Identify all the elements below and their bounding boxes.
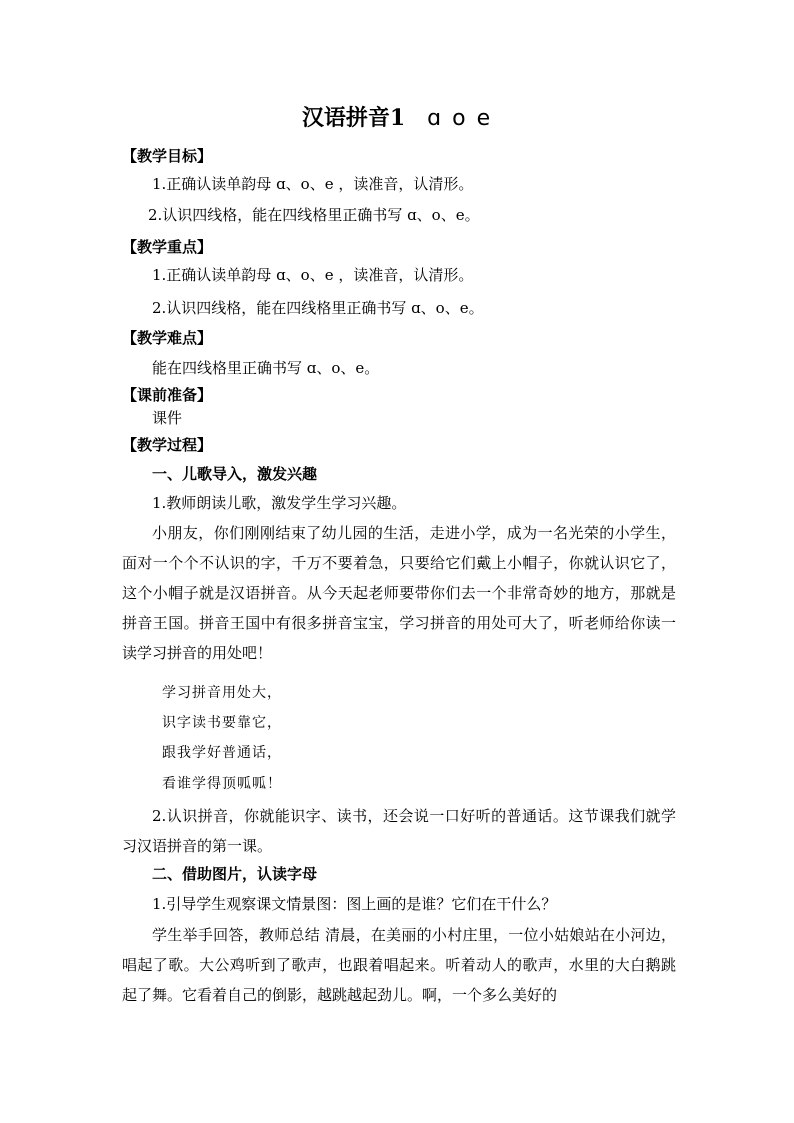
key-point-item-2: 2.认识四线格，能在四线格里正确书写 ɑ、o、e。 (152, 299, 484, 317)
section-2-paragraph: 学生举手回答，教师总结 清晨，在美丽的小村庄里，一位小姑娘站在小河边，唱起了歌。大公鸡听到了歌声，也跟着唱起来。听着动人的歌声，水里的大白鹅跳起了舞。它看着自己的倒影，越跳越起劲儿。啊，一个多么美好的 (122, 926, 676, 1004)
key-points-heading: 【教学重点】 (122, 238, 213, 256)
difficulty-item-1: 能在四线格里正确书写 ɑ、o、e。 (152, 359, 380, 377)
objective-item-2: 2.认识四线格，能在四线格里正确书写 ɑ、o、e。 (148, 206, 480, 224)
poem-line-4: 看谁学得顶呱呱！ (162, 776, 282, 792)
preparation-item-1: 课件 (152, 409, 183, 427)
poem-line-1: 学习拼音用处大， (162, 685, 282, 701)
title-pinyin: ɑ o e (427, 106, 493, 131)
difficulties-heading: 【教学难点】 (122, 329, 213, 347)
process-heading: 【教学过程】 (122, 436, 213, 454)
section-2-step-1: 1.引导学生观察课文情景图：图上画的是谁？它们在干什么？ (152, 895, 557, 913)
section-2-title: 二、借助图片，认读字母 (152, 865, 318, 883)
section-1-paragraph: 小朋友，你们刚刚结束了幼儿园的生活，走进小学，成为一名光荣的小学生，面对一个个不认识的字，千万不要着急，只要给它们戴上小帽子，你就认识它了，这个小帽子就是汉语拼音。从今天起老师要带你们去一个非常奇妙的地方，那就是拼音王国。拼音王国中有很多拼音宝宝，学习拼音的用处可大了，听老师给你读一读学习拼音的用处吧！ (122, 524, 676, 662)
section-1-title: 一、儿歌导入，激发兴趣 (152, 465, 318, 483)
objective-item-1: 1.正确认读单韵母 ɑ、o、e ，读准音，认清形。 (152, 175, 474, 193)
poem-line-3: 跟我学好普通话， (162, 745, 282, 761)
document-title (0, 104, 794, 133)
objectives-heading: 【教学目标】 (122, 147, 213, 165)
poem-line-2: 识字读书要靠它， (162, 715, 282, 731)
title-text: 汉语拼音1 (301, 105, 406, 131)
preparation-heading: 【课前准备】 (122, 386, 213, 404)
section-1-step-1: 1.教师朗读儿歌，激发学生学习兴趣。 (152, 494, 407, 512)
key-point-item-1: 1.正确认读单韵母 ɑ、o、e ，读准音，认清形。 (152, 266, 474, 284)
section-1-step-2: 2.认识拼音，你就能识字、读书，还会说一口好听的普通话。这节课我们就学习汉语拼音的第一课。 (122, 807, 676, 855)
